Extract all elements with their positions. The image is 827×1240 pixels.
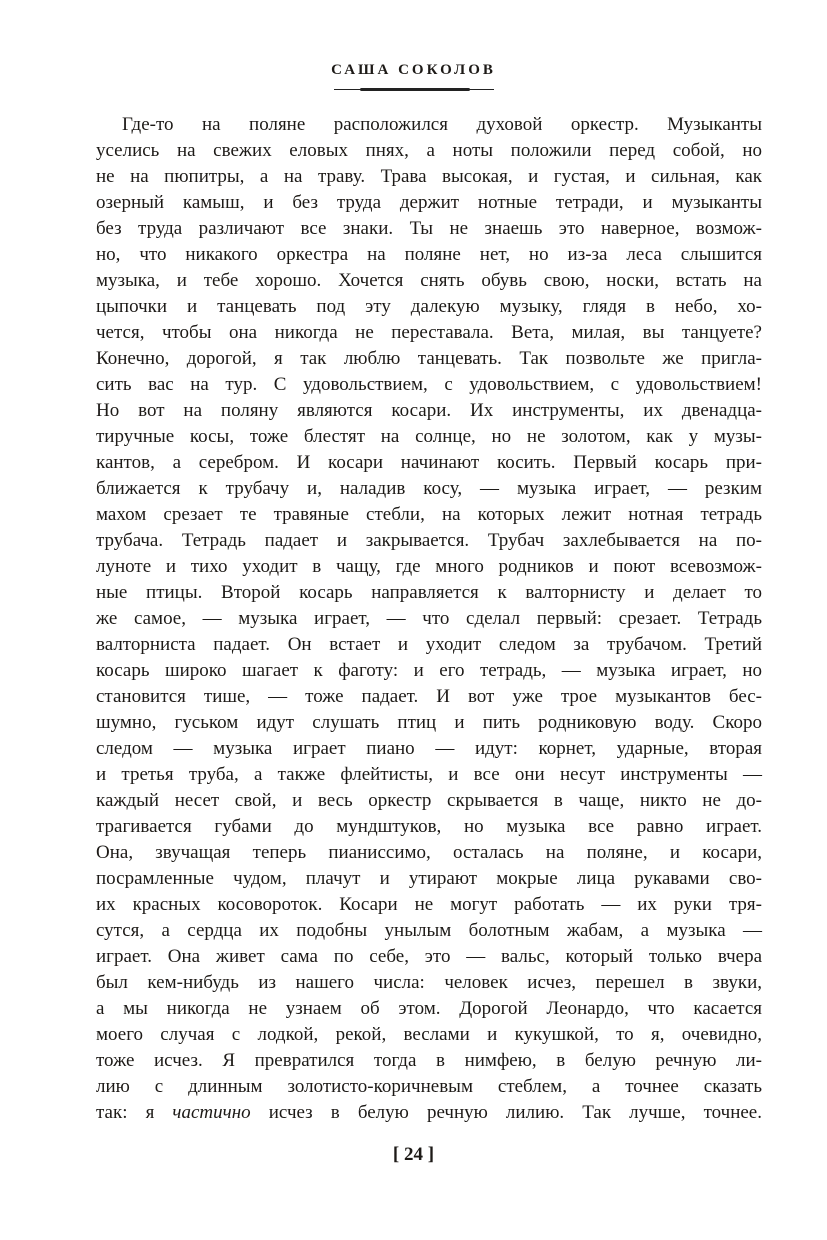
text-line: посрамленные чудом, плачут и утирают мокрые лица рукавами сво- <box>96 868 762 889</box>
text-line: махом срезает те травяные стебли, на которых лежит нотная тетрадь <box>96 504 762 525</box>
header-rule-ornament <box>360 88 470 91</box>
text-line: Где-то на поляне расположился духовой оркестр. Музыканты <box>122 114 762 135</box>
text-line: кантов, а серебром. И косари начинают косить. Первый косарь при- <box>96 452 762 473</box>
text-line: трубача. Тетрадь падает и закрывается. Трубач захлебывается на по- <box>96 530 762 551</box>
text-span: исчез в белую речную лилию. Так лучше, точнее. <box>250 1102 762 1123</box>
text-line: следом — музыка играет пиано — идут: корнет, ударные, вторая <box>96 738 762 759</box>
text-line: ные птицы. Второй косарь направляется к валторнисту и делает то <box>96 582 762 603</box>
text-line: не на пюпитры, а на траву. Трава высокая, и густая, и сильная, как <box>96 166 762 187</box>
text-line: ближается к трубачу и, наладив косу, — музыка играет, — резким <box>96 478 762 499</box>
text-line: сутся, а сердца их подобны унылым болотным жабам, а музыка — <box>96 920 762 941</box>
emphasis-text: частично <box>172 1102 251 1123</box>
page-number: [ 24 ] <box>392 1144 435 1165</box>
text-line: сить вас на тур. С удовольствием, с удовольствием, с удовольствием! <box>96 374 762 395</box>
text-line: косарь широко шагает к фаготу: и его тетрадь, — музыка играет, но <box>96 660 762 681</box>
text-line: был кем-нибудь из нашего числа: человек исчез, перешел в звуки, <box>96 972 762 993</box>
text-line: луноте и тихо уходит в чащу, где много родников и поют всевозмож- <box>96 556 762 577</box>
text-line: тоже исчез. Я превратился тогда в нимфею, в белую речную ли- <box>96 1050 762 1071</box>
body-text <box>96 112 762 1126</box>
text-span: так: я <box>96 1102 173 1123</box>
text-line: лию с длинным золотисто-коричневым стеблем, а точнее сказать <box>96 1076 762 1097</box>
text-line: моего случая с лодкой, рекой, веслами и кукушкой, то я, очевидно, <box>96 1024 762 1045</box>
text-line: Она, звучащая теперь пианиссимо, осталась на поляне, и косари, <box>96 842 762 863</box>
text-line: уселись на свежих еловых пнях, а ноты положили перед собой, но <box>96 140 762 161</box>
text-line: тиручные косы, тоже блестят на солнце, но не золотом, как у музы- <box>96 426 762 447</box>
text-line: валторниста падает. Он встает и уходит следом за трубачом. Третий <box>96 634 762 655</box>
text-line: трагивается губами до мундштуков, но музыка все равно играет. <box>96 816 762 837</box>
text-line-last <box>96 1100 762 1126</box>
text-line: Конечно, дорогой, я так люблю танцевать. Так позвольте же пригла- <box>96 348 762 369</box>
text-line: же самое, — музыка играет, — что сделал первый: срезает. Тетрадь <box>96 608 762 629</box>
text-line: а мы никогда не узнаем об этом. Дорогой Леонардо, что касается <box>96 998 762 1019</box>
text-line: шумно, гуськом идут слушать птиц и пить родниковую воду. Скоро <box>96 712 762 733</box>
text-line: играет. Она живет сама по себе, это — вальс, который только вчера <box>96 946 762 967</box>
text-line: цыпочки и танцевать под эту далекую музыку, глядя в небо, хо- <box>96 296 762 317</box>
text-line: но, что никакого оркестра на поляне нет, но из-за леса слышится <box>96 244 762 265</box>
text-line: и третья труба, а также флейтисты, и все они несут инструменты — <box>96 764 762 785</box>
text-line: музыка, и тебе хорошо. Хочется снять обувь свою, носки, встать на <box>96 270 762 291</box>
running-header-author: САША СОКОЛОВ <box>331 62 496 78</box>
text-line: Но вот на поляну являются косари. Их инструменты, их двенадца- <box>96 400 762 421</box>
text-line: их красных косовороток. Косари не могут работать — их руки тря- <box>96 894 762 915</box>
text-line: озерный камыш, и без труда держит нотные тетради, и музыканты <box>96 192 762 213</box>
text-line: каждый несет свой, и весь оркестр скрывается в чаще, никто не до- <box>96 790 762 811</box>
text-line: без труда различают все знаки. Ты не знаешь это наверное, возмож- <box>96 218 762 239</box>
text-line: становится тише, — тоже падает. И вот уже трое музыкантов бес- <box>96 686 762 707</box>
text-line: чется, чтобы она никогда не переставала. Вета, милая, вы танцуете? <box>96 322 762 343</box>
